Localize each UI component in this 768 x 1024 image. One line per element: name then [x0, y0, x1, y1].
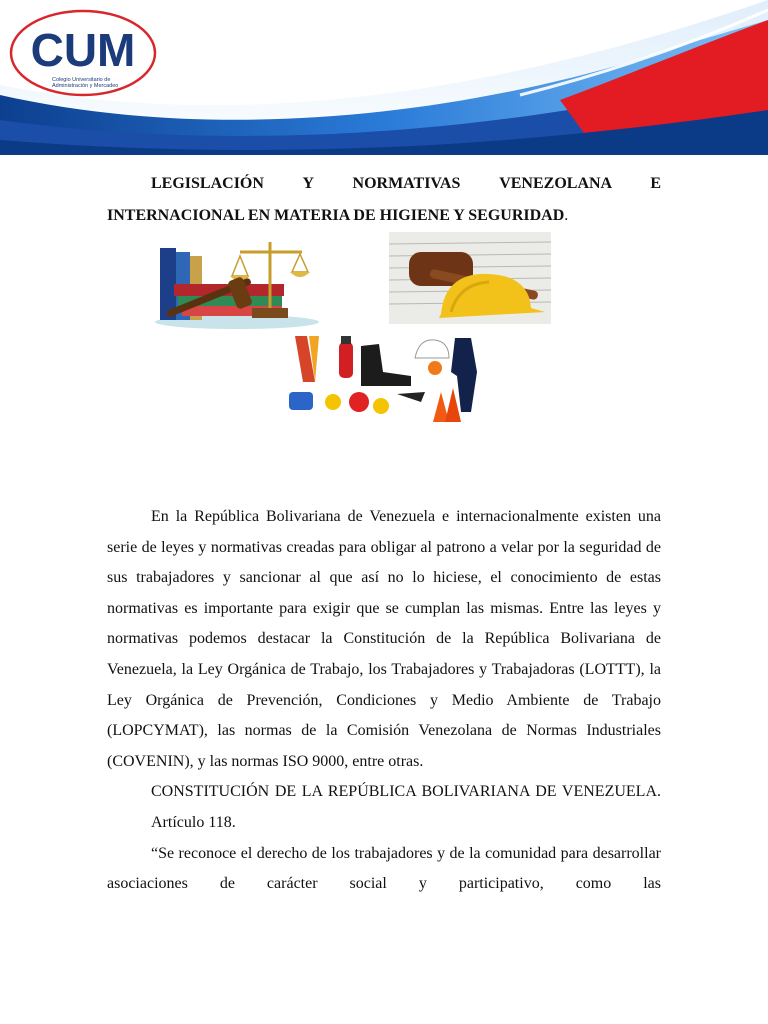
document-body	[107, 168, 661, 900]
header-banner	[0, 0, 768, 155]
safety-equipment-illustration	[285, 332, 489, 428]
college-logo	[8, 8, 158, 98]
document-title	[107, 168, 661, 232]
logo-subtitle: Colegio Universitario de Administración y Mercadeo	[52, 77, 119, 89]
gavel-hardhat-icon	[389, 232, 551, 324]
image-gallery	[107, 232, 661, 432]
title-suffix: .	[564, 207, 569, 224]
books-scale-gavel-icon	[152, 238, 322, 330]
title-line-1: LEGISLACIÓN Y NORMATIVAS VENEZOLANA E	[151, 175, 661, 192]
law-illustration	[152, 238, 322, 330]
gavel-hardhat-photo	[389, 232, 551, 324]
section-heading: CONSTITUCIÓN DE LA REPÚBLICA BOLIVARIANA DE VENEZUELA.	[151, 783, 661, 801]
intro-paragraph: En la República Bolivariana de Venezuela e internacionalmente existen una serie de leyes y normativas creadas para obligar al patrono a velar por la seguridad de sus trabajadores y sancionar al que así no lo hiciese, el conocimiento de estas normativas es importante para exigir que se cumplan las mismas. Entre las leyes y normativas podemos destacar la Constitución de la República Bolivariana de Venezuela, la Ley Orgánica de Trabajo, los Trabajadores y Trabajadoras (LOTTT), la Ley Orgánica de Prevención, Condiciones y Medio Ambiente de Trabajo (LOPCYMAT), las normas de la Comisión Venezolana de Normas Industriales (COVENIN), y las normas ISO 9000, entre otras.	[107, 508, 661, 770]
safety-equipment-icon	[285, 332, 489, 428]
article-quote: “Se reconoce el derecho de los trabajadores y de la comunidad para desarrollar asociaciones de carácter social y participativo, como las	[107, 844, 661, 893]
title-line-2: INTERNACIONAL EN MATERIA DE HIGIENE Y SEGURIDAD	[107, 207, 565, 224]
article-number: Artículo 118.	[151, 813, 236, 831]
logo-text: CUM	[30, 24, 136, 76]
